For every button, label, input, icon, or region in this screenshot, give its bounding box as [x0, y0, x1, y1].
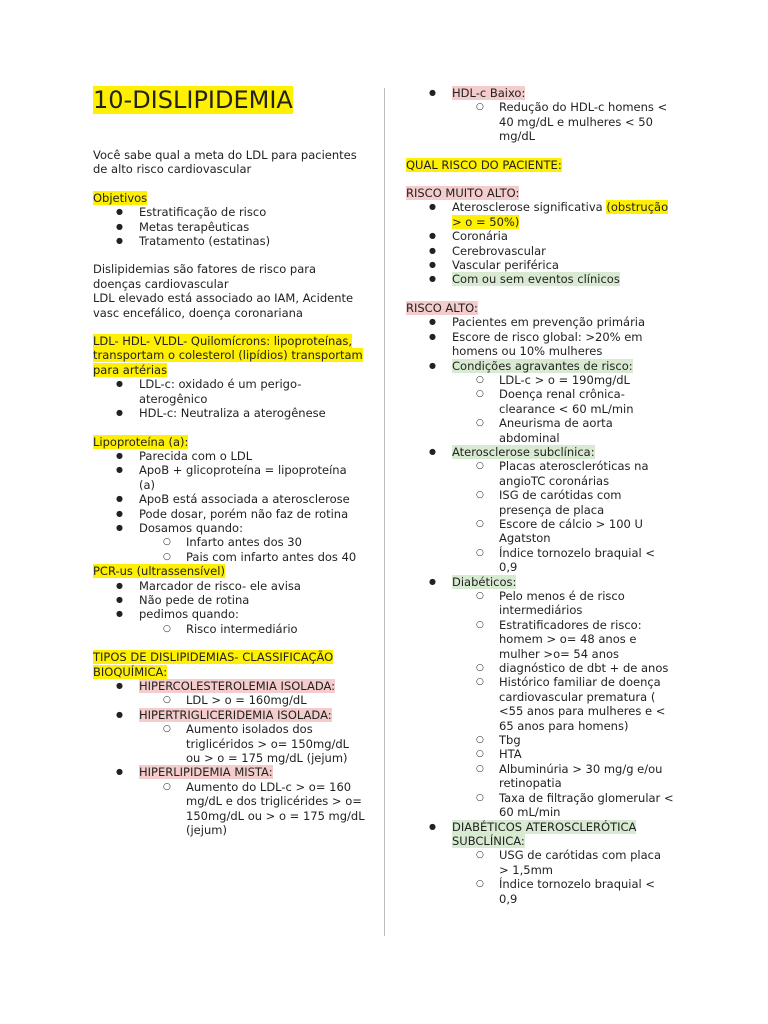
sub-list-item: ○ Escore de cálcio > 100 U Agatston [406, 517, 674, 546]
intro-text: Você sabe qual a meta do LDL para pacientes de alto risco cardiovascular [93, 148, 357, 177]
sub-list-item: ○ diagnóstico de dbt + de anos [406, 661, 674, 675]
paragraph: Dislipidemias são fatores de risco para doenças cardiovascular [93, 262, 317, 291]
column-divider [384, 88, 385, 936]
risco-muito-alto-list [406, 200, 674, 286]
objetivos-list [93, 205, 365, 248]
sub-list-item: ○ Infarto antes dos 30 [93, 535, 365, 549]
sub-list-item: ○ Pelo menos é de risco intermediários [406, 589, 674, 618]
sub-list-item: ○ LDL-c > o = 190mg/dL [406, 373, 674, 387]
risco-muito-alto-heading: RISCO MUITO ALTO: [406, 186, 520, 201]
sub-list-item: ○ Redução do HDL-c homens < 40 mg/dL e mulheres < 50 mg/dL [406, 100, 674, 143]
list-item: ● HDL-c: Neutraliza a aterogênese [93, 406, 365, 420]
sub-list-item: ○ HTA [406, 747, 674, 761]
list-item: ● Não pede de rotina [93, 593, 365, 607]
right-column [406, 86, 674, 906]
lipoproteins-list [93, 377, 365, 420]
lpa-heading: Lipoproteína (a): [93, 434, 189, 449]
sub-list-item: ○ Placas ateroscleróticas na angioTC coronárias [406, 459, 674, 488]
list-item: ● Parecida com o LDL [93, 449, 365, 463]
paragraph: LDL elevado está associado ao IAM, Acidente vasc encefálico, doença coronariana [93, 291, 354, 320]
sub-list-item: ○ LDL > o = 160mg/dL [93, 693, 365, 707]
sub-list-item: ○ Aumento isolados dos triglicéridos > o= 150mg/dL ou > o = 175 mg/dL (jejum) [93, 722, 365, 765]
list-item: ● Dosamos quando: [93, 521, 365, 535]
list-item: ● Vascular periférica [406, 258, 674, 272]
sub-list-item: ○ USG de carótidas com placa > 1,5mm [406, 848, 674, 877]
sub-list-item: ○ Doença renal crônica- clearance < 60 mL/min [406, 387, 674, 416]
sub-list-item: ○ Índice tornozelo braquial < 0,9 [406, 877, 674, 906]
list-item: ● ApoB está associada a aterosclerose [93, 492, 365, 506]
list-item: ● Aterosclerose subclínica: [406, 445, 674, 459]
list-item: ● Marcador de risco- ele avisa [93, 579, 365, 593]
list-item: ● HDL-c Baixo: [406, 86, 674, 100]
list-item: ● pedimos quando: [93, 607, 365, 621]
sub-list-item: ○ Tbg [406, 733, 674, 747]
pcr-list [93, 579, 365, 637]
list-item: ● Estratificação de risco [93, 205, 365, 219]
lpa-list [93, 449, 365, 564]
sub-list-item: ○ Risco intermediário [93, 622, 365, 636]
risco-alto-heading: RISCO ALTO: [406, 300, 478, 315]
list-item: ● Metas terapêuticas [93, 220, 365, 234]
list-item: ● LDL-c: oxidado é um perigo-aterogênico [93, 377, 365, 406]
list-item: ● Escore de risco global: >20% em homens ou 10% mulheres [406, 330, 674, 359]
sub-list-item: ○ Albuminúria > 30 mg/g e/ou retinopatia [406, 762, 674, 791]
list-item: ● Diabéticos: [406, 575, 674, 589]
pcr-heading: PCR-us (ultrassensível) [93, 564, 225, 579]
tipos-list [93, 679, 365, 837]
sub-list-item: ○ Taxa de filtração glomerular < 60 mL/min [406, 791, 674, 820]
sub-list-item: ○ Aneurisma de aorta abdominal [406, 416, 674, 445]
list-item: ● Cerebrovascular [406, 244, 674, 258]
list-item: ● Tratamento (estatinas) [93, 234, 365, 248]
list-item: ● ApoB + glicoproteína = lipoproteína (a) [93, 463, 365, 492]
hdl-list [406, 86, 674, 144]
objetivos-heading: Objetivos [93, 190, 148, 205]
tipos-heading: TIPOS DE DISLIPIDEMIAS- CLASSIFICAÇÃO BIOQUÍMICA: [93, 650, 334, 679]
list-item: ● HIPERLIPIDEMIA MISTA: [93, 765, 365, 779]
risco-alto-list [406, 315, 674, 906]
lipoproteins-heading: LDL- HDL- VLDL- Quilomícrons: lipoproteínas, transportam o colesterol (lipídios) transportam para artérias [93, 334, 363, 377]
sub-list-item: ○ Pais com infarto antes dos 40 [93, 550, 365, 564]
qual-risco-heading: QUAL RISCO DO PACIENTE: [406, 157, 562, 172]
sub-list-item: ○ Estratificadores de risco: homem > o= 48 anos e mulher >o= 54 anos [406, 618, 674, 661]
list-item: ● Com ou sem eventos clínicos [406, 272, 674, 286]
list-item: ● Pacientes em prevenção primária [406, 315, 674, 329]
sub-list-item: ○ Aumento do LDL-c > o= 160 mg/dL e dos triglicérides > o= 150mg/dL ou > o = 175 mg/dL (jejum) [93, 780, 365, 838]
sub-list-item: ○ Histórico familiar de doença cardiovascular prematura ( <55 anos para mulheres e < 65 anos para homens) [406, 675, 674, 733]
page-title: 10-DISLIPIDEMIA [93, 86, 293, 114]
list-item: ● Pode dosar, porém não faz de rotina [93, 507, 365, 521]
list-item: ● DIABÉTICOS ATEROSCLERÓTICA SUBCLÍNICA: [406, 820, 674, 849]
sub-list-item: ○ Índice tornozelo braquial < 0,9 [406, 546, 674, 575]
left-column [93, 86, 365, 837]
list-item: ● HIPERTRIGLICERIDEMIA ISOLADA: [93, 708, 365, 722]
sub-list-item: ○ ISG de carótidas com presença de placa [406, 488, 674, 517]
list-item: ● Coronária [406, 229, 674, 243]
list-item: ● Condições agravantes de risco: [406, 359, 674, 373]
list-item: ● HIPERCOLESTEROLEMIA ISOLADA: [93, 679, 365, 693]
list-item: ● Aterosclerose significativa (obstrução > o = 50%) [406, 200, 674, 229]
